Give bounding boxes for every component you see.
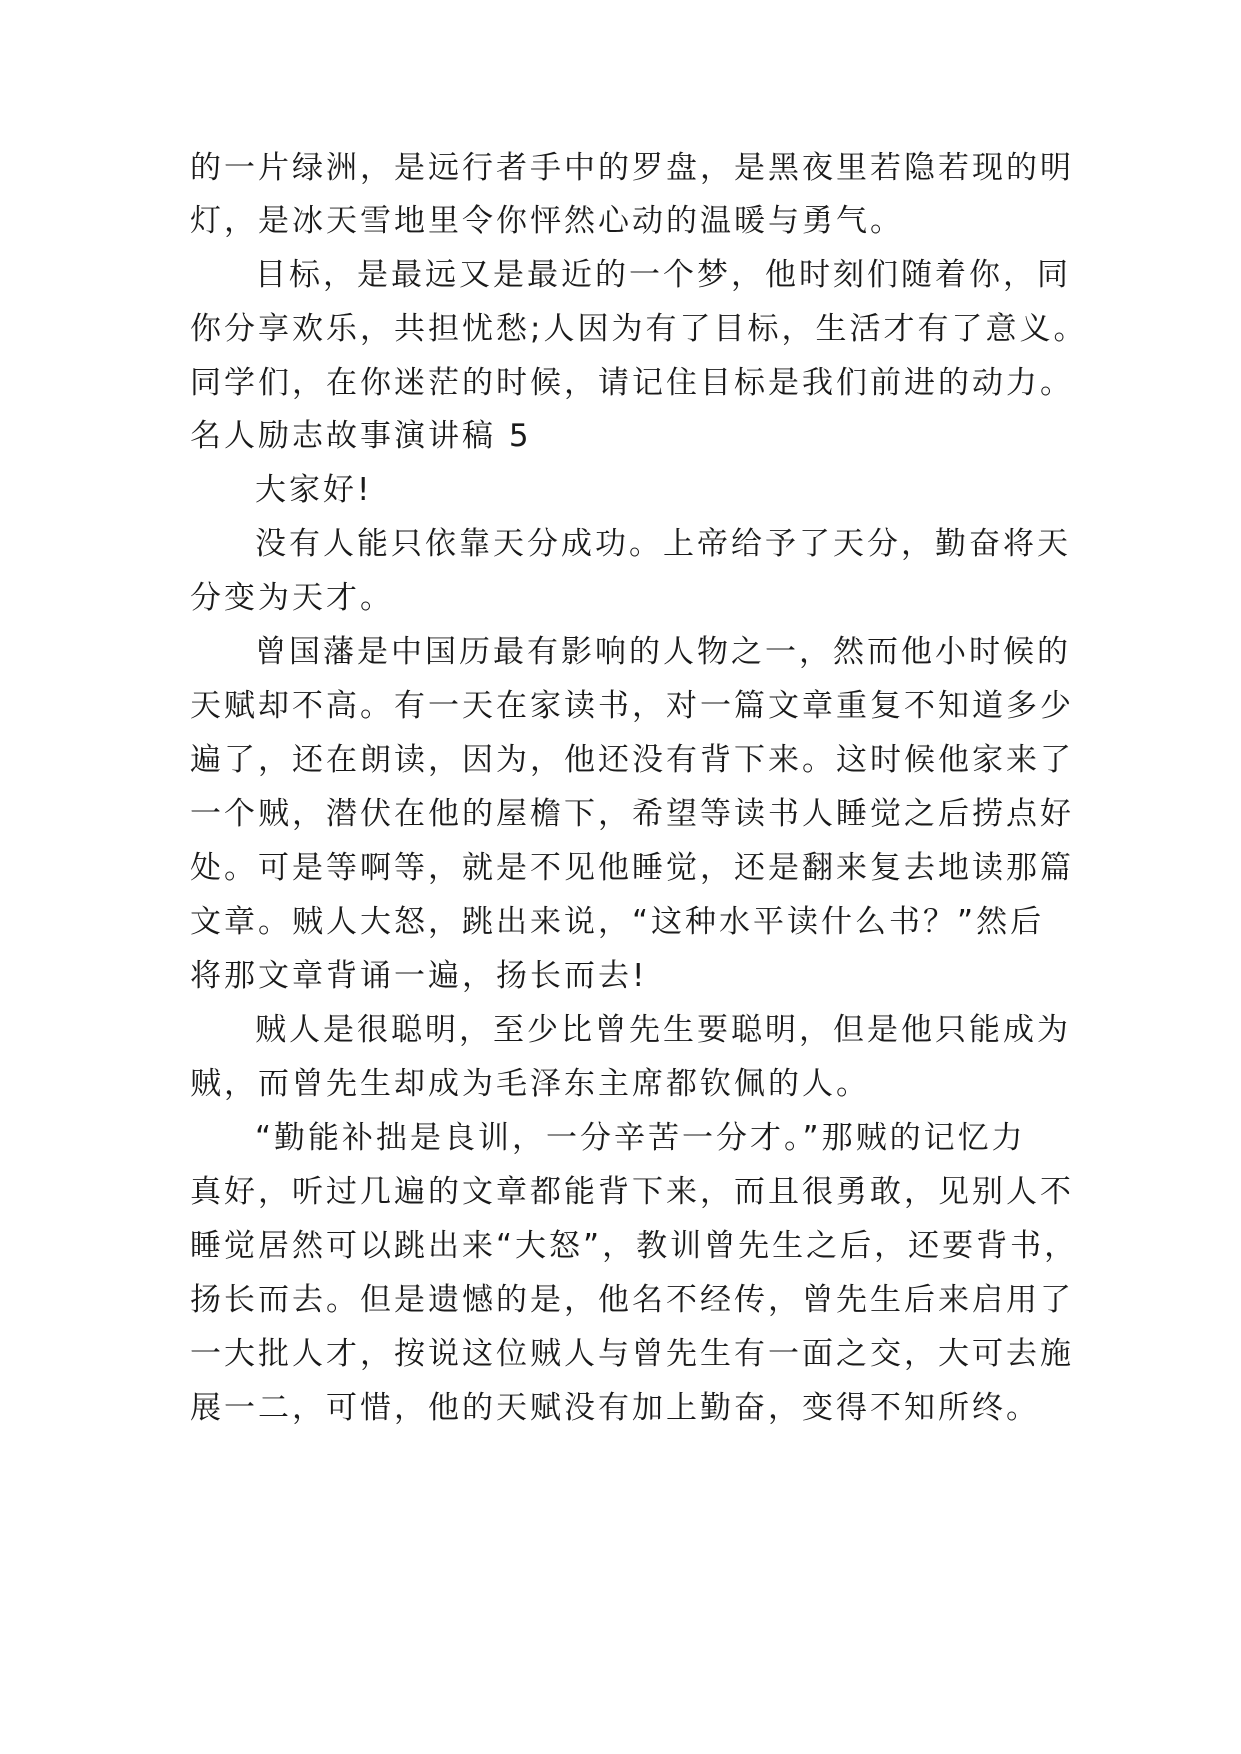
text-line-17: 贼人是很聪明，至少比曾先生要聪明，但是他只能成为 <box>255 1012 1071 1048</box>
section-heading: 名人励志故事演讲稿 5 <box>190 418 532 454</box>
text-line-10: 曾国藩是中国历最有影响的人物之一，然而他小时候的 <box>255 634 1071 670</box>
greeting: 大家好! <box>255 472 373 508</box>
text-line-4: 你分享欢乐，共担忧愁;人因为有了目标，生活才有了意义。 <box>190 311 1088 347</box>
text-line-23: 一大批人才，按说这位贼人与曾先生有一面之交，大可去施 <box>190 1336 1074 1372</box>
text-line-3: 目标，是最远又是最近的一个梦，他时刻们随着你，同 <box>255 257 1071 293</box>
text-line-15: 文章。贼人大怒，跳出来说，“这种水平读什么书？”然后 <box>190 904 1045 940</box>
text-line-1: 的一片绿洲，是远行者手中的罗盘，是黑夜里若隐若现的明 <box>190 150 1074 186</box>
text-line-22: 扬长而去。但是遗憾的是，他名不经传，曾先生后来启用了 <box>190 1282 1074 1318</box>
text-line-2: 灯，是冰天雪地里令你怦然心动的温暖与勇气。 <box>190 203 904 239</box>
text-line-18: 贼，而曾先生却成为毛泽东主席都钦佩的人。 <box>190 1066 870 1102</box>
text-line-9: 分变为天才。 <box>190 580 394 616</box>
text-line-13: 一个贼，潜伏在他的屋檐下，希望等读书人睡觉之后捞点好 <box>190 796 1074 832</box>
text-line-11: 天赋却不高。有一天在家读书，对一篇文章重复不知道多少 <box>190 688 1074 724</box>
text-line-19: “勤能补拙是良训，一分辛苦一分才。”那贼的记忆力 <box>255 1120 1026 1156</box>
text-line-20: 真好，听过几遍的文章都能背下来，而且很勇敢，见别人不 <box>190 1174 1074 1210</box>
text-line-12: 遍了，还在朗读，因为，他还没有背下来。这时候他家来了 <box>190 742 1074 778</box>
text-line-24: 展一二，可惜，他的天赋没有加上勤奋，变得不知所终。 <box>190 1390 1040 1426</box>
text-line-14: 处。可是等啊等，就是不见他睡觉，还是翻来复去地读那篇 <box>190 850 1074 886</box>
text-line-16: 将那文章背诵一遍，扬长而去! <box>190 958 648 994</box>
text-line-8: 没有人能只依靠天分成功。上帝给予了天分，勤奋将天 <box>255 526 1071 562</box>
text-line-5: 同学们，在你迷茫的时候，请记住目标是我们前进的动力。 <box>190 365 1074 401</box>
text-line-21: 睡觉居然可以跳出来“大怒”，教训曾先生之后，还要背书， <box>190 1228 1079 1264</box>
